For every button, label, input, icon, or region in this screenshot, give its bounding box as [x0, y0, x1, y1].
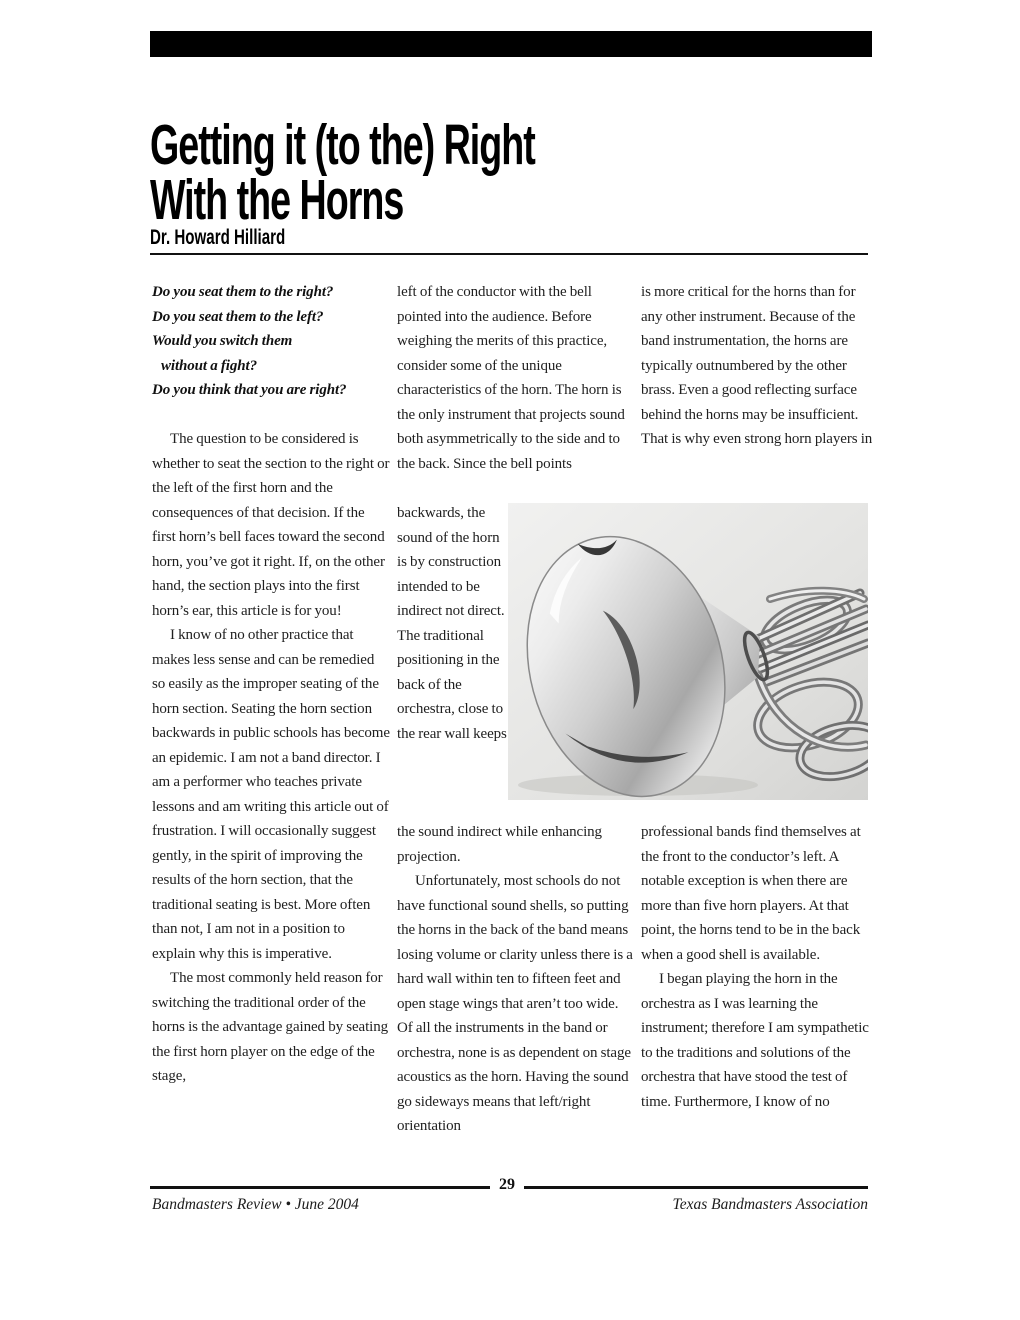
top-black-bar [150, 31, 872, 57]
footer-rule-left [150, 1186, 490, 1189]
column-3-below-image [641, 820, 875, 1114]
page-title-line-1: Getting it (to the) Right [150, 113, 535, 177]
footer-rule-right [524, 1186, 868, 1189]
page-title-line-2: With the Horns [150, 168, 404, 232]
paragraph: The question to be considered is whether to seat the section to the right or the left of the first horn and the consequences of that decision. If the first horn’s bell faces toward the second horn, you’ve got it right. If, on the other hand, the section plays into the first horn’s ear, this article is for you! [152, 431, 390, 619]
paragraph: the sound indirect while enhancing projection. [397, 824, 602, 865]
poem-line: without a fight? [161, 357, 257, 374]
column-1 [152, 280, 390, 1089]
intro-poem [152, 280, 390, 403]
paragraph: I know of no other practice that makes less sense and can be remedied so easily as the improper seating of the horn section. Seating the horn section backwards in public schools has become an epidemic. I am not a band director. I am a performer who teaches private lessons and am writing this article out of frustration. I will occasionally suggest gently, in the spirit of improving the results of the horn section, that the traditional seating is best. More often than not, I am not in a position to explain why this is imperative. [152, 627, 390, 962]
byline: Dr. Howard Hilliard [150, 226, 286, 249]
poem-line: Do you seat them to the left? [152, 308, 324, 325]
column-2-below-image [397, 820, 635, 1139]
title-rule [150, 253, 868, 255]
footer-journal-name: Bandmasters Review • June 2004 [152, 1196, 359, 1213]
poem-line: Would you switch them [152, 333, 293, 349]
paragraph: I began playing the horn in the orchestra as I was learning the instrument; therefore I am sympathetic to the traditions and solutions of the orchestra that have stood the test of time. Furthermore, I know of no [641, 971, 869, 1110]
column-2-top-text: left of the conductor with the bell pointed into the audience. Before weighing the merits of this practice, consider some of the unique characteristics of the horn. The horn is the only instrument that projects sound both asymmetrically to the side and to the back. Since the bell points [397, 284, 625, 472]
paragraph: professional bands find themselves at the front to the conductor’s left. A notable exception is when there are more than five horn players. At that point, the horns tend to be in the back when a good shell is available. [641, 824, 861, 963]
footer-association-name: Texas Bandmasters Association [672, 1196, 868, 1213]
paragraph: Unfortunately, most schools do not have functional sound shells, so putting the horns in the back of the band means losing volume or clarity unless there is a hard wall within ten to fifteen feet and open stage wings that aren’t too wide. Of all the instruments in the band or orchestra, none is as dependent on stage acoustics as the horn. Having the sound go sideways means that left/right orientation [397, 873, 633, 1134]
french-horn-bell-illustration [508, 503, 868, 800]
poem-line: Do you seat them to the right? [152, 284, 334, 300]
poem-line: Do you think that you are right? [152, 382, 347, 398]
column-2-text-beside-image: backwards, the sound of the horn is by construction intended to be indirect not direct. The traditional positioning in the back of the orchestra, close to the rear wall keeps [397, 505, 507, 742]
page-number: 29 [499, 1176, 515, 1193]
french-horn-photo [508, 503, 868, 800]
column-3-top-text: is more critical for the horns than for any other instrument. Because of the band instrumentation, the horns are typically outnumbered by the other brass. Even a good reflecting surface behind the horns may be insufficient. That is why even strong horn players in [641, 284, 873, 447]
paragraph: The most commonly held reason for switching the traditional order of the horns is the advantage gained by seating the first horn player on the edge of the stage, [152, 970, 389, 1084]
